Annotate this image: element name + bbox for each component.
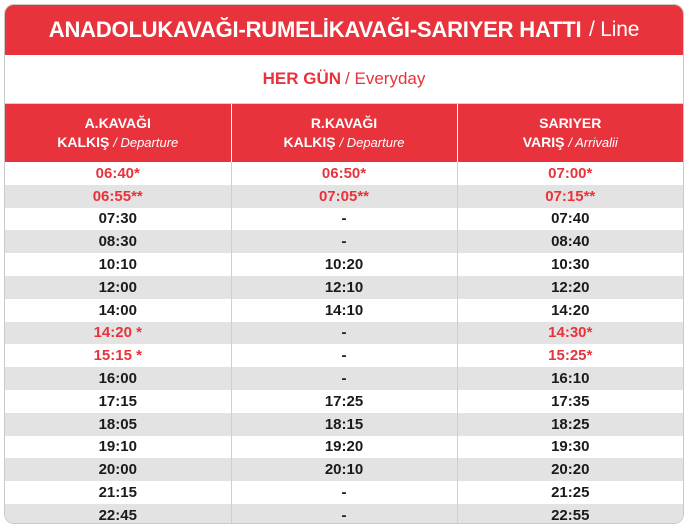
column-header-en: / Departure (339, 135, 405, 150)
departure-rkavagi-cell: 20:10 (231, 458, 457, 481)
arrival-sariyer-cell: 18:25 (457, 413, 683, 436)
column-header-line1: R.KAVAĞI (310, 115, 378, 131)
arrival-sariyer-cell: 22:55 (457, 504, 683, 524)
table-row (5, 390, 683, 413)
route-name: ANADOLUKAVAĞI-RUMELİKAVAĞI-SARIYER HATTI (48, 17, 582, 42)
table-row (5, 208, 683, 231)
column-header-line2: VARIŞ (522, 134, 565, 150)
arrival-sariyer-cell: 19:30 (457, 436, 683, 459)
header-row (5, 104, 683, 162)
arrival-sariyer-cell: 14:30* (457, 322, 683, 345)
arrival-sariyer-cell: 14:20 (457, 299, 683, 322)
table-row (5, 185, 683, 208)
departure-rkavagi-cell: - (231, 344, 457, 367)
table-row (5, 458, 683, 481)
departure-akavagi-cell: 06:55** (5, 185, 231, 208)
table-row (5, 413, 683, 436)
table-row (5, 344, 683, 367)
timetable-card (4, 4, 684, 524)
schedule-table (5, 104, 683, 524)
departure-akavagi-cell: 17:15 (98, 392, 137, 410)
column-header-line2: KALKIŞ (283, 134, 336, 150)
departure-rkavagi-cell: 19:20 (231, 436, 457, 459)
departure-rkavagi-cell: 12:10 (231, 276, 457, 299)
arrival-sariyer-cell: 07:40 (457, 208, 683, 231)
departure-akavagi-cell: 07:30 (98, 210, 137, 228)
departure-akavagi-cell: 20:00 (5, 458, 231, 481)
departure-akavagi-cell: 10:10 (98, 256, 137, 274)
column-header-line1: SARIYER (539, 115, 602, 131)
table-row (5, 436, 683, 459)
timetable-title (5, 5, 683, 55)
arrival-sariyer-cell: 12:20 (457, 276, 683, 299)
departure-rkavagi-cell: 17:25 (231, 390, 457, 413)
departure-akavagi-cell: 22:45 (5, 504, 231, 524)
departure-akavagi-cell: 06:40* (95, 164, 140, 182)
table-row (5, 276, 683, 299)
departure-rkavagi-cell: - (231, 481, 457, 504)
days-label: HER GÜN (262, 69, 342, 88)
arrival-sariyer-cell: 16:10 (457, 367, 683, 390)
departure-akavagi-cell: 14:00 (98, 301, 137, 319)
arrival-sariyer-cell: 07:15** (457, 185, 683, 208)
departure-akavagi-cell: 18:05 (5, 413, 231, 436)
departure-akavagi-cell: 15:15 * (93, 347, 142, 365)
table-row (5, 504, 683, 524)
arrival-sariyer-cell: 15:25* (457, 344, 683, 367)
arrival-sariyer-cell: 08:40 (457, 230, 683, 253)
column-header-line2: KALKIŞ (57, 134, 110, 150)
arrival-sariyer-cell: 21:25 (457, 481, 683, 504)
table-row (5, 322, 683, 345)
table-row (5, 367, 683, 390)
departure-rkavagi-cell: - (231, 208, 457, 231)
arrival-sariyer-cell: 20:20 (457, 458, 683, 481)
schedule-body (5, 162, 683, 524)
arrival-sariyer-cell: 07:00* (457, 162, 683, 185)
departure-akavagi-cell: 19:10 (98, 438, 137, 456)
column-header-akavagi (5, 104, 231, 162)
column-header-en: / Departure (113, 135, 179, 150)
departure-rkavagi-cell: 10:20 (231, 253, 457, 276)
column-header-sariyer (457, 104, 683, 162)
departure-akavagi-cell: 12:00 (5, 276, 231, 299)
table-row (5, 230, 683, 253)
departure-rkavagi-cell: 14:10 (231, 299, 457, 322)
departure-akavagi-cell: 08:30 (5, 230, 231, 253)
column-header-en: / Arrivalii (568, 135, 618, 150)
departure-rkavagi-cell: - (231, 322, 457, 345)
departure-akavagi-cell: 14:20 * (5, 322, 231, 345)
arrival-sariyer-cell: 17:35 (457, 390, 683, 413)
table-row (5, 299, 683, 322)
table-row (5, 253, 683, 276)
departure-rkavagi-cell: - (231, 367, 457, 390)
column-header-rkavagi (231, 104, 457, 162)
departure-rkavagi-cell: 18:15 (231, 413, 457, 436)
table-row (5, 481, 683, 504)
departure-rkavagi-cell: - (231, 230, 457, 253)
departure-akavagi-cell: 21:15 (98, 484, 137, 502)
arrival-sariyer-cell: 10:30 (457, 253, 683, 276)
days-label-en: / Everyday (345, 69, 426, 88)
column-header-line1: A.KAVAĞI (84, 115, 151, 131)
schedule-days (5, 55, 683, 104)
departure-rkavagi-cell: 07:05** (231, 185, 457, 208)
departure-rkavagi-cell: - (231, 504, 457, 524)
route-name-en: / Line (589, 18, 640, 41)
departure-akavagi-cell: 16:00 (5, 367, 231, 390)
departure-rkavagi-cell: 06:50* (231, 162, 457, 185)
table-row (5, 162, 683, 185)
